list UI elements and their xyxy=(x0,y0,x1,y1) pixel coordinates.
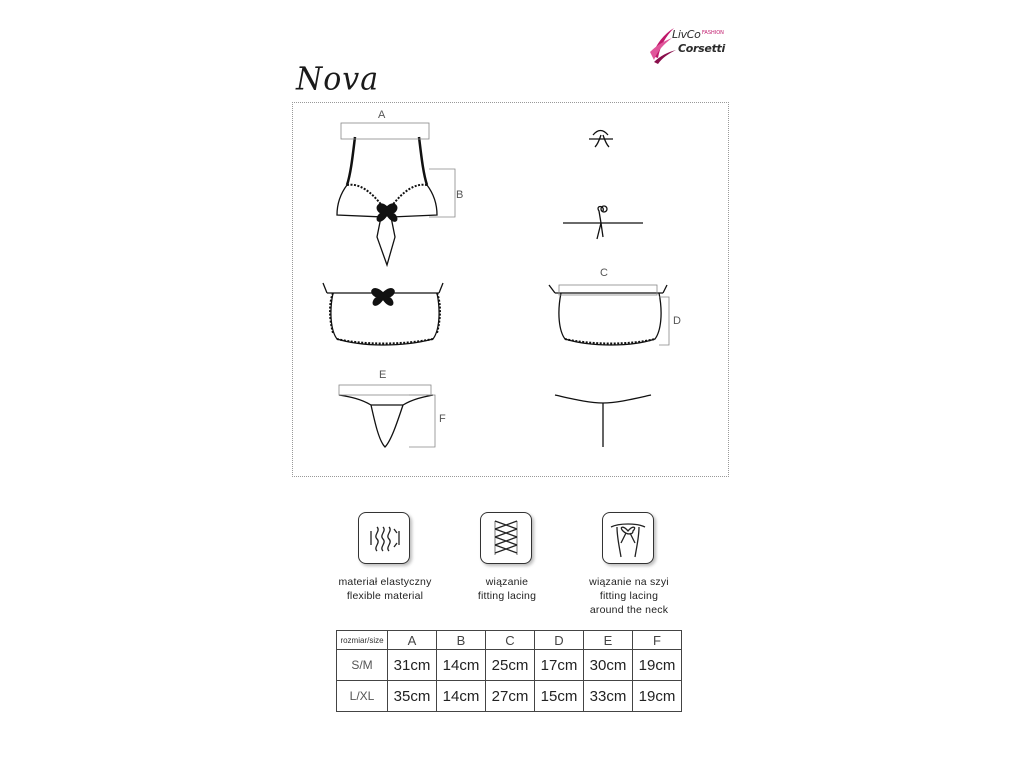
size-table-corner: rozmiar/size xyxy=(337,631,388,650)
size-table-header-cell: E xyxy=(584,631,633,650)
size-value: 14cm xyxy=(437,681,486,712)
size-table-header xyxy=(337,631,682,650)
size-value: 33cm xyxy=(584,681,633,712)
size-table-header-cell: D xyxy=(535,631,584,650)
thong-front-drawing xyxy=(339,395,433,447)
measurement-label-d: D xyxy=(673,315,681,327)
size-table xyxy=(336,630,682,712)
skirt-back-drawing xyxy=(549,285,667,345)
brand-name-line1: LivCo xyxy=(672,28,701,41)
feature-label-pl: materiał elastyczny xyxy=(338,576,432,588)
measurement-label-b: B xyxy=(456,189,464,201)
size-label: S/M xyxy=(337,650,388,681)
size-value: 25cm xyxy=(486,650,535,681)
feature-lacing-text xyxy=(442,575,572,603)
brand-logo xyxy=(648,24,738,68)
feature-label-en-2: around the neck xyxy=(589,604,669,616)
thong-back-drawing xyxy=(555,395,651,447)
feature-neck-tie xyxy=(602,512,654,564)
size-value: 19cm xyxy=(633,650,682,681)
size-label: L/XL xyxy=(337,681,388,712)
lacing-icon xyxy=(480,512,532,564)
size-value: 30cm xyxy=(584,650,633,681)
size-value: 27cm xyxy=(486,681,535,712)
size-value: 14cm xyxy=(437,650,486,681)
measurement-label-f: F xyxy=(439,413,446,425)
bra-front-drawing xyxy=(337,137,437,265)
size-value: 15cm xyxy=(535,681,584,712)
measurement-label-c: C xyxy=(600,267,608,279)
feature-label-pl: wiązanie xyxy=(485,576,529,588)
size-table-header-cell: F xyxy=(633,631,682,650)
size-value: 31cm xyxy=(388,650,437,681)
technical-drawing xyxy=(293,103,730,478)
product-diagram xyxy=(292,102,729,477)
measurement-label-e: E xyxy=(379,369,387,381)
size-value: 17cm xyxy=(535,650,584,681)
brand-fashion-label: FASHION xyxy=(702,30,724,36)
size-table-row xyxy=(337,650,682,681)
feature-flexible-material-text xyxy=(320,575,450,603)
feature-lacing xyxy=(480,512,532,564)
neck-tie-icon xyxy=(602,512,654,564)
feature-label-pl: wiązanie na szyi xyxy=(589,576,669,588)
brand-name-line2: Corsetti xyxy=(678,42,725,55)
size-value: 19cm xyxy=(633,681,682,712)
size-table-header-cell: B xyxy=(437,631,486,650)
feature-flexible-material xyxy=(358,512,410,564)
flexible-material-icon xyxy=(358,512,410,564)
skirt-front-drawing xyxy=(323,283,443,345)
size-table-header-cell: A xyxy=(388,631,437,650)
feature-label-en: fitting lacing xyxy=(477,590,537,602)
bra-back-drawing xyxy=(563,131,643,240)
feature-label-en: fitting lacing xyxy=(599,590,659,602)
measurement-label-a: A xyxy=(378,109,386,121)
product-title: Nova xyxy=(296,61,380,98)
size-table-row xyxy=(337,681,682,712)
size-table-header-cell: C xyxy=(486,631,535,650)
feature-label-en: flexible material xyxy=(346,590,424,602)
size-value: 35cm xyxy=(388,681,437,712)
feature-neck-tie-text xyxy=(564,575,694,617)
